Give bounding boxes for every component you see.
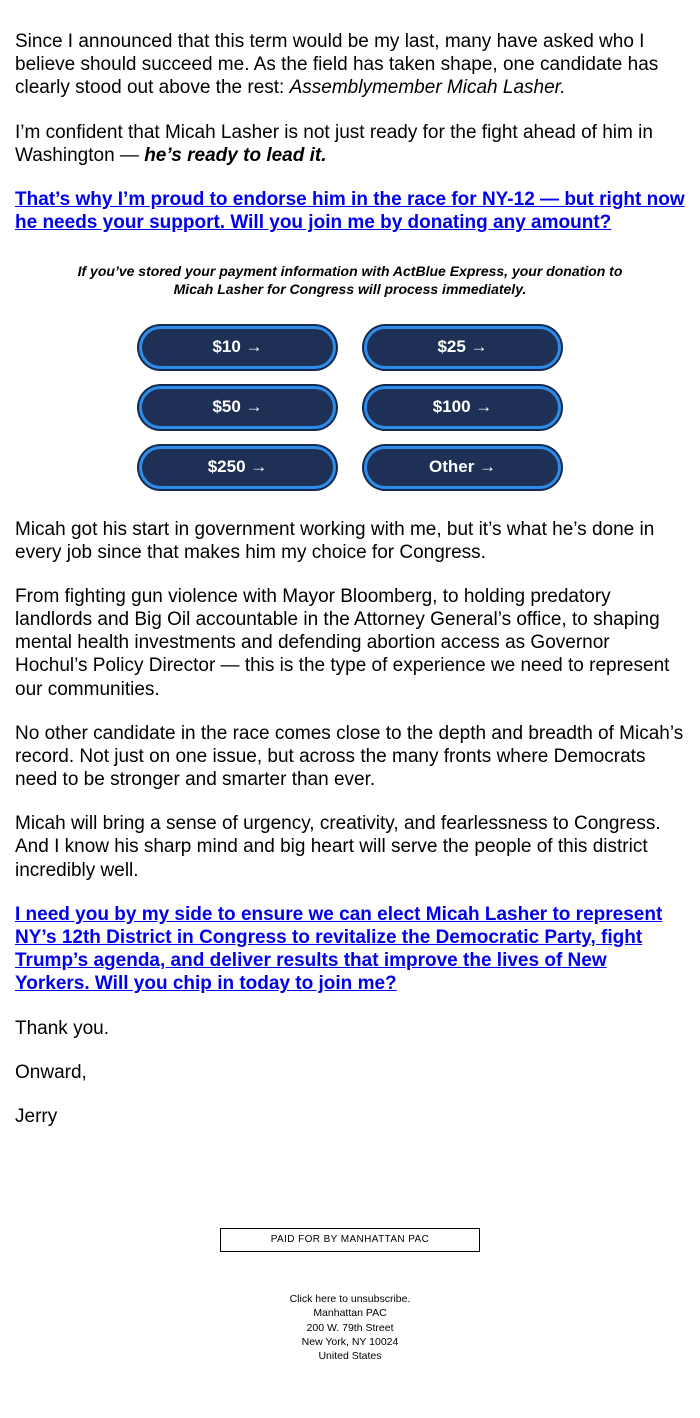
footer-city-state-zip: New York, NY 10024 [301,1335,399,1348]
paid-for-disclaimer-box [220,1228,480,1252]
intro-paragraph [15,30,685,100]
candidate-name-emphasis: Assemblymember Micah Lasher. [289,77,566,99]
chip-in-donate-link[interactable]: I need you by my side to ensure we can elect Micah Lasher to represent NY’s 12th District in Congress to revitalize the Democratic Party, fight Trump’s agenda, and deliver results that improve the lives of New Yorkers. Will you chip in today to join me? [15,903,663,995]
depth-breadth-paragraph: No other candidate in the race comes close to the depth and breadth of Micah’s record. Not just on one issue, but across the many fronts where Democrats need to be stronger and smarter than ever. [15,722,684,791]
paid-for-disclaimer-text: PAID FOR BY MANHATTAN PAC [270,1234,430,1246]
endorsement-donate-link[interactable]: That’s why I’m proud to endorse him in the race for NY-12 — but right now he needs your support. Will you join me by donating any amount? [15,188,685,234]
footer-country: United States [318,1349,382,1362]
donate-button-other[interactable]: Other → [364,446,561,489]
actblue-express-note: If you’ve stored your payment information with ActBlue Express, your donation to Micah Lasher for Congress will process immediately. [77,263,623,298]
urgency-paragraph: Micah will bring a sense of urgency, creativity, and fearlessness to Congress. And I know his sharp mind and big heart will serve the people of this district incredibly well. [15,813,661,881]
thank-you-line: Thank you. [15,1017,109,1039]
donate-button-25[interactable]: $25 → [364,326,561,369]
chip-in-cta-paragraph [15,903,685,996]
confidence-text: I’m confident that Micah Lasher is not just ready for the fight ahead of him in Washington — [15,121,653,166]
endorsement-cta-paragraph [15,188,685,234]
donate-button-100[interactable]: $100 → [364,386,561,429]
signature-line: Jerry [15,1105,58,1127]
onward-line: Onward, [15,1061,87,1083]
donate-button-50[interactable]: $50 → [139,386,336,429]
donate-button-250[interactable]: $250 → [139,446,336,489]
email-footer [15,1292,685,1418]
intro-text: Since I announced that this term would be my last, many have asked who I believe should succeed me. As the field has taken shape, one candidate has clearly stood out above the rest: [15,31,659,99]
experience-paragraph: From fighting gun violence with Mayor Bloomberg, to holding predatory landlords and Big Oil accountable in the Attorney General’s office, to shaping mental health investments and defending abortion access as Governor Hochul’s Policy Director — this is the type of experience we need to represent our communities. [15,585,670,700]
footer-street-address: 200 W. 79th Street [306,1321,394,1334]
unsubscribe-link[interactable]: Click here to unsubscribe. [289,1293,411,1306]
donate-button-10[interactable]: $10 → [139,326,336,369]
footer-org-name: Manhattan PAC [313,1307,387,1320]
confidence-paragraph [15,121,685,167]
donation-button-grid [139,326,561,489]
record-paragraph-start: Micah got his start in government working with me, but it’s what he’s done in every job since that makes him my choice for Congress. [15,518,655,563]
ready-to-lead-emphasis: he’s ready to lead it. [144,144,327,166]
